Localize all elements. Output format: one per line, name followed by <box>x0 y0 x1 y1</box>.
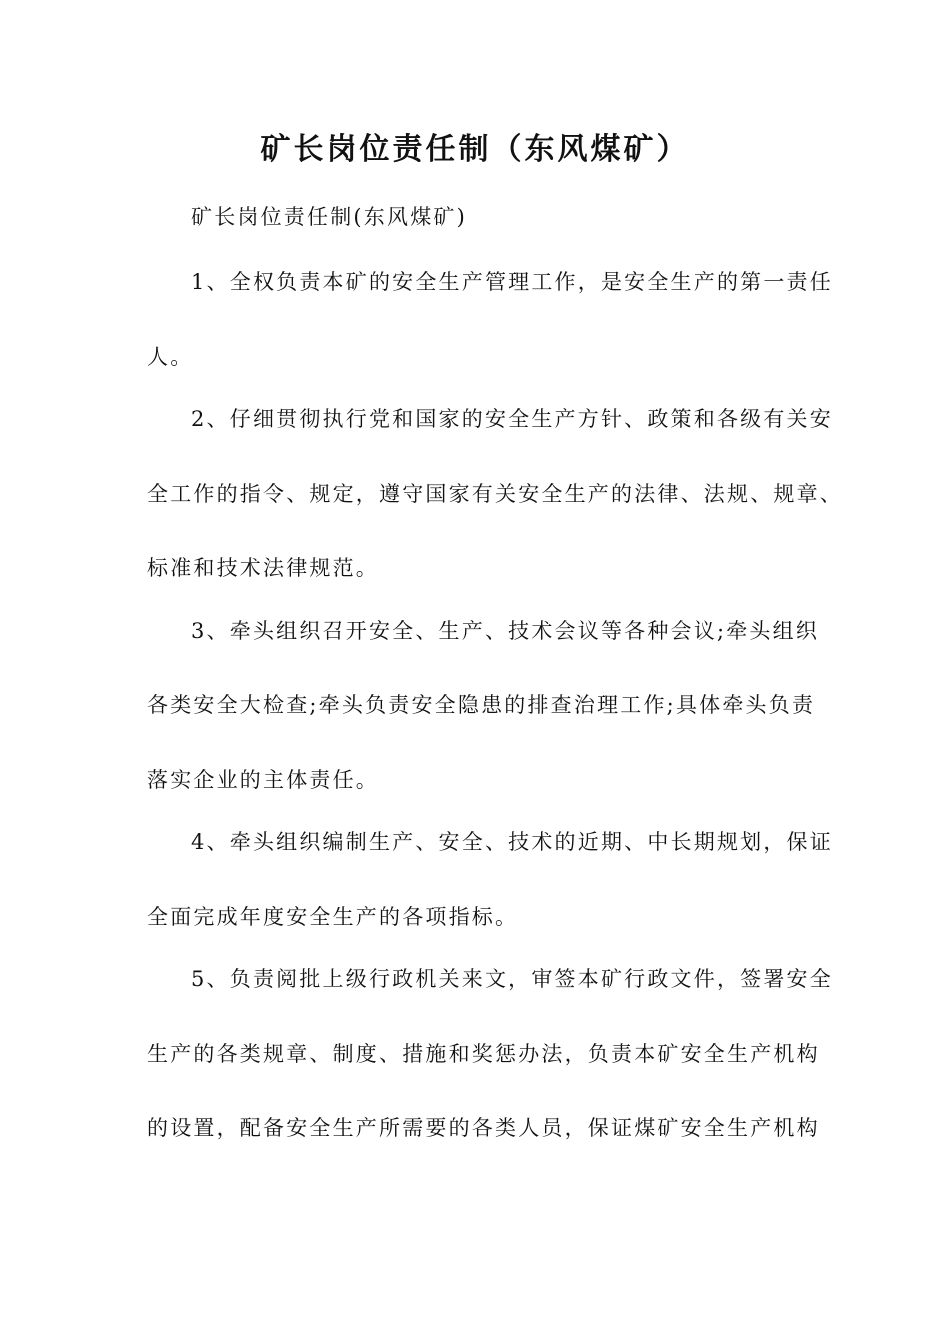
clause-4-line-1: 4、牵头组织编制生产、安全、技术的近期、中长期规划，保证 <box>191 830 833 854</box>
clause-2-line-1: 2、仔细贯彻执行党和国家的安全生产方针、政策和各级有关安 <box>191 407 833 431</box>
clause-2-line-2: 全工作的指令、规定，遵守国家有关安全生产的法律、法规、规章、 <box>147 482 843 506</box>
subtitle-line: 矿长岗位责任制(东风煤矿) <box>191 205 467 229</box>
clause-1-line-1: 1、全权负责本矿的安全生产管理工作，是安全生产的第一责任 <box>191 270 833 294</box>
clause-3-line-3: 落实企业的主体责任。 <box>147 768 379 792</box>
clause-5-line-1: 5、负责阅批上级行政机关来文，审签本矿行政文件，签署安全 <box>191 967 833 991</box>
clause-3-line-2: 各类安全大检查;牵头负责安全隐患的排查治理工作;具体牵头负责 <box>147 693 816 717</box>
clause-3-line-1: 3、牵头组织召开安全、生产、技术会议等各种会议;牵头组织 <box>191 619 820 643</box>
clause-2-line-3: 标准和技术法律规范。 <box>147 556 379 580</box>
clause-4-line-2: 全面完成年度安全生产的各项指标。 <box>147 905 519 929</box>
clause-1-line-2: 人。 <box>147 345 194 369</box>
clause-5-line-3: 的设置，配备安全生产所需要的各类人员，保证煤矿安全生产机构 <box>147 1116 820 1140</box>
clause-5-line-2: 生产的各类规章、制度、措施和奖惩办法，负责本矿安全生产机构 <box>147 1042 820 1066</box>
document-title: 矿长岗位责任制（东风煤矿） <box>260 132 690 167</box>
